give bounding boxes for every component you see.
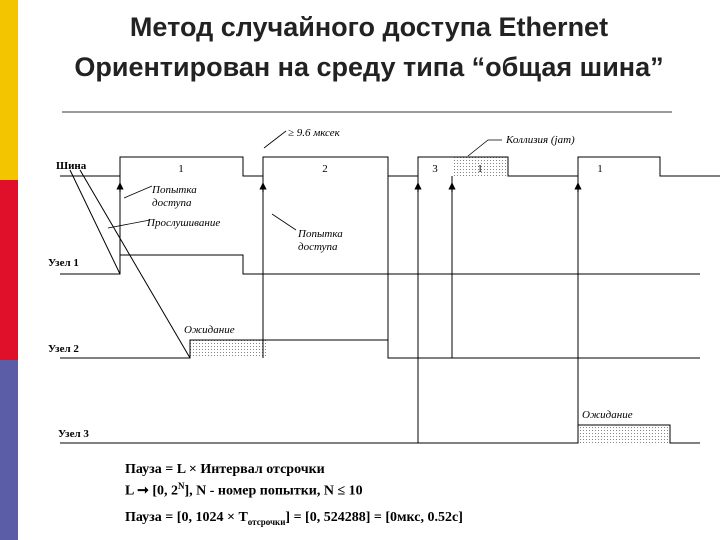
l-range-formula bbox=[125, 481, 363, 500]
pause-range-subscript: отсрочки bbox=[247, 516, 286, 527]
waiting-shading-node-3 bbox=[578, 425, 670, 443]
pause-formula-part-a: Пауза = L bbox=[125, 462, 189, 477]
frame-label-2: 2 bbox=[322, 163, 328, 175]
node-2-signal-trace bbox=[60, 340, 700, 358]
pause-range-formula bbox=[125, 510, 463, 527]
gap-leader bbox=[264, 131, 286, 148]
slide-title-line-2: Ориентирован на среду типа “общая шина” bbox=[74, 52, 664, 82]
attempt-label-1: Попытка доступа bbox=[152, 184, 197, 209]
collision-leader bbox=[468, 140, 502, 156]
pause-range-part-b: T bbox=[234, 510, 248, 525]
l-formula-part-c: ], N - номер попытки, N bbox=[184, 483, 338, 499]
attempt-leader-2 bbox=[272, 214, 296, 230]
waiting-label-node-2: Ожидание bbox=[184, 324, 235, 336]
l-formula-part-b: [0, 2 bbox=[148, 483, 178, 499]
frame-label-4: 1 bbox=[477, 163, 483, 175]
attempt-leader-1 bbox=[124, 186, 152, 198]
listening-leader bbox=[108, 220, 150, 228]
l-formula-exponent: N bbox=[177, 481, 185, 491]
node-2-label: Узел 2 bbox=[48, 343, 79, 355]
slide-title-line-1: Метод случайного доступа Ethernet bbox=[129, 12, 609, 42]
bus-signal-trace bbox=[60, 157, 720, 176]
pause-formula bbox=[125, 462, 325, 478]
waiting-shading-node-2 bbox=[190, 340, 267, 358]
attempt-label-2: Попытка доступа bbox=[298, 228, 343, 253]
node-1-label: Узел 1 bbox=[48, 257, 79, 269]
gap-label: ≥ 9.6 мксек bbox=[288, 127, 340, 139]
frame-label-3: 3 bbox=[432, 163, 438, 175]
frame-label-5: 1 bbox=[597, 163, 603, 175]
times-symbol: × bbox=[188, 462, 197, 477]
listening-label: Прослушивание bbox=[147, 217, 221, 229]
pause-range-part-c: ] = [0, 524288] = [0мкс, 0.52с] bbox=[285, 510, 463, 525]
node-1-signal-trace bbox=[60, 255, 700, 274]
waiting-label-node-3: Ожидание bbox=[582, 409, 633, 421]
le-symbol: ≤ bbox=[337, 483, 346, 499]
collision-label: Коллизия (jam) bbox=[506, 134, 575, 146]
l-formula-part-d: 10 bbox=[345, 483, 363, 499]
node-3-label: Узел 3 bbox=[58, 428, 89, 440]
l-formula-part-a: L bbox=[125, 483, 138, 499]
pause-formula-part-b: Интервал отсрочки bbox=[196, 462, 325, 477]
bus-label: Шина bbox=[56, 160, 87, 172]
times-symbol-2: × bbox=[226, 510, 235, 525]
frame-label-1: 1 bbox=[178, 163, 184, 175]
pause-range-part-a: Пауза = [0, 1024 bbox=[125, 510, 227, 525]
arrow-symbol: ➞ bbox=[137, 483, 149, 499]
